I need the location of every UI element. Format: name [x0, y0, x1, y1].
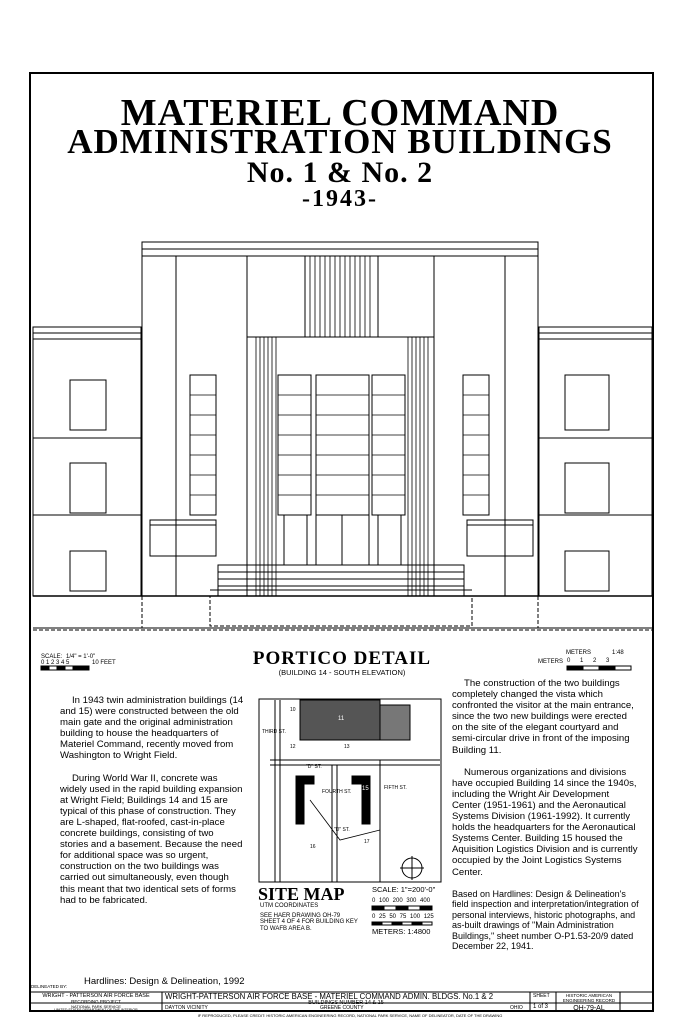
site-map-utm: UTM COORDINATES: [260, 903, 319, 909]
site-street-3rd: THIRD ST.: [262, 729, 286, 735]
tb-agency2: UNITED STATES DEPARTMENT OF THE INTERIOR: [54, 1008, 138, 1012]
text-right: [452, 678, 640, 963]
site-map-meters: METERS: 1:4800: [372, 927, 431, 936]
tb-sub: BUILDINGS NUMBER 14 & 15: [308, 1000, 384, 1006]
title-year: -1943-: [302, 186, 378, 212]
site-bldg-11: 11: [338, 716, 345, 722]
site-map-ticks: 0 100 200 300 400: [372, 898, 431, 904]
scale-right-ratio: 1:48: [612, 650, 624, 656]
tb-agency1: NATIONAL PARK SERVICE: [71, 1004, 121, 1009]
scale-right-label: METERS: [566, 650, 592, 656]
title-line-1: MATERIEL COMMAND: [120, 92, 560, 134]
tb-project2: RECORDING PROJECT: [71, 999, 121, 1004]
scale-left-ticks: 0 1 2 3 4 5: [41, 660, 70, 666]
text-left-p1: In 1943 twin administration buildings (14 and 15) were constructed between the old main gate and the original administration building to house the headquarters of Materiel Command, recently moved from Washington to Wright Field.: [60, 695, 244, 762]
site-bldg-12: 12: [290, 744, 296, 750]
scale-right-ticks: 0 1 2 3: [567, 658, 610, 664]
tb-sheet-label: SHEET: [533, 993, 550, 999]
tb-delineated: DELINEATED BY:: [31, 984, 68, 989]
text-right-p2: Numerous organizations and divisions have occupied Building 14 since the 1940s, including the Wright Air Development Center (1951-1961) and the Aeronautical Systems Division (1961-1992). It currently holds the headquarters for the Aeronautical Systems Center. Building 15 housed the Aquisition Logistics Division and is currently occupied by the Joint Logistics Systems Center.: [452, 766, 638, 878]
text-right-p1: The construction of the two buildings completely changed the vista which confronted the visitor at the main entrance, since the two new buildings were erected on the site of the elegant courtyard and semi-circular drive in front of the imposing Building 11.: [452, 678, 634, 756]
site-street-d2: "D" ST.: [334, 827, 350, 833]
tb-state: OHIO: [510, 1005, 523, 1011]
tb-sheet: 1 of 3: [533, 1004, 549, 1010]
tb-loc2: GREENE COUNTY: [320, 1005, 364, 1011]
scale-left-label: SCALE:: [41, 654, 63, 660]
footer-credit: IF REPRODUCED, PLEASE CREDIT: HISTORIC AMERICAN ENGINEERING RECORD, NATIONAL PARK SERVICE, NAME OF DELINEATOR, DATE OF THE DRAWING: [197, 1013, 503, 1018]
site-bldg-17: 17: [364, 839, 370, 845]
site-street-5th: FIFTH ST.: [384, 785, 407, 791]
site-bldg-16: 16: [310, 844, 316, 850]
site-map-scale: SCALE: 1"=200'-0": [372, 885, 436, 894]
scale-left-ratio: 1/4" = 1'-0": [66, 654, 96, 660]
portico-subheading: (BUILDING 14 - SOUTH ELEVATION): [278, 668, 406, 677]
credit-line: Hardlines: Design & Delineation, 1992: [84, 976, 245, 987]
scale-right-unit: METERS: [538, 659, 564, 665]
site-map-note: SEE HAER DRAWING OH-79 SHEET 4 OF 4 FOR BUILDING KEY TO WAFB AREA B.: [260, 913, 358, 932]
tb-loc1: DAYTON VICINITY: [165, 1005, 208, 1011]
tb-main: WRIGHT-PATTERSON AIR FORCE BASE - MATERIEL COMMAND ADMIN. BLDGS. No.1 & 2: [165, 992, 494, 1001]
site-bldg-13: 13: [344, 744, 350, 750]
portico-heading: PORTICO DETAIL: [252, 648, 432, 669]
site-bldg-15: 15: [362, 786, 369, 792]
tb-haer-no: OH-79-AL: [573, 1005, 605, 1012]
site-map-meter-ticks: 0 25 50 75 100 125: [372, 914, 434, 920]
tb-haer2: ENGINEERING RECORD: [562, 998, 616, 1003]
tb-haer1: HISTORIC AMERICAN: [565, 993, 613, 998]
title-line-2: ADMINISTRATION BUILDINGS: [67, 122, 613, 161]
tb-project1: WRIGHT - PATTERSON AIR FORCE BASE: [42, 993, 150, 999]
title-line-3: No. 1 & No. 2: [246, 156, 434, 189]
scale-left-unit: 10 FEET: [92, 660, 116, 666]
text-right-p3: Based on Hardlines: Design & Delineation's field inspection and interpretation/integration of personal interviews, historic photographs, and as-built drawings of "Main Administration Buildings," sheet number O-P1.53-20/9 dated December 22, 1941.: [452, 888, 639, 952]
site-bldg-14: 14: [305, 786, 312, 792]
site-map-heading: SITE MAP: [258, 884, 345, 904]
site-street-4th: FOURTH ST.: [322, 789, 352, 795]
site-street-d: "D" ST.: [306, 764, 322, 770]
site-bldg-10: 10: [290, 707, 296, 713]
text-left-p2: During World War II, concrete was widely used in the rapid building expansion at Wright Field; Buildings 14 and 15 are typical of this phase of construction. They are L-shaped, flat-roofed, cast-in-place concrete buildings, consisting of two stories and a basement. Because the need for additional space was so urgent, construction on the two buildings was carried out simultaneously, even though this meant that two identical sets of forms had to be fabricated.: [60, 772, 243, 906]
text-left: [60, 695, 244, 917]
